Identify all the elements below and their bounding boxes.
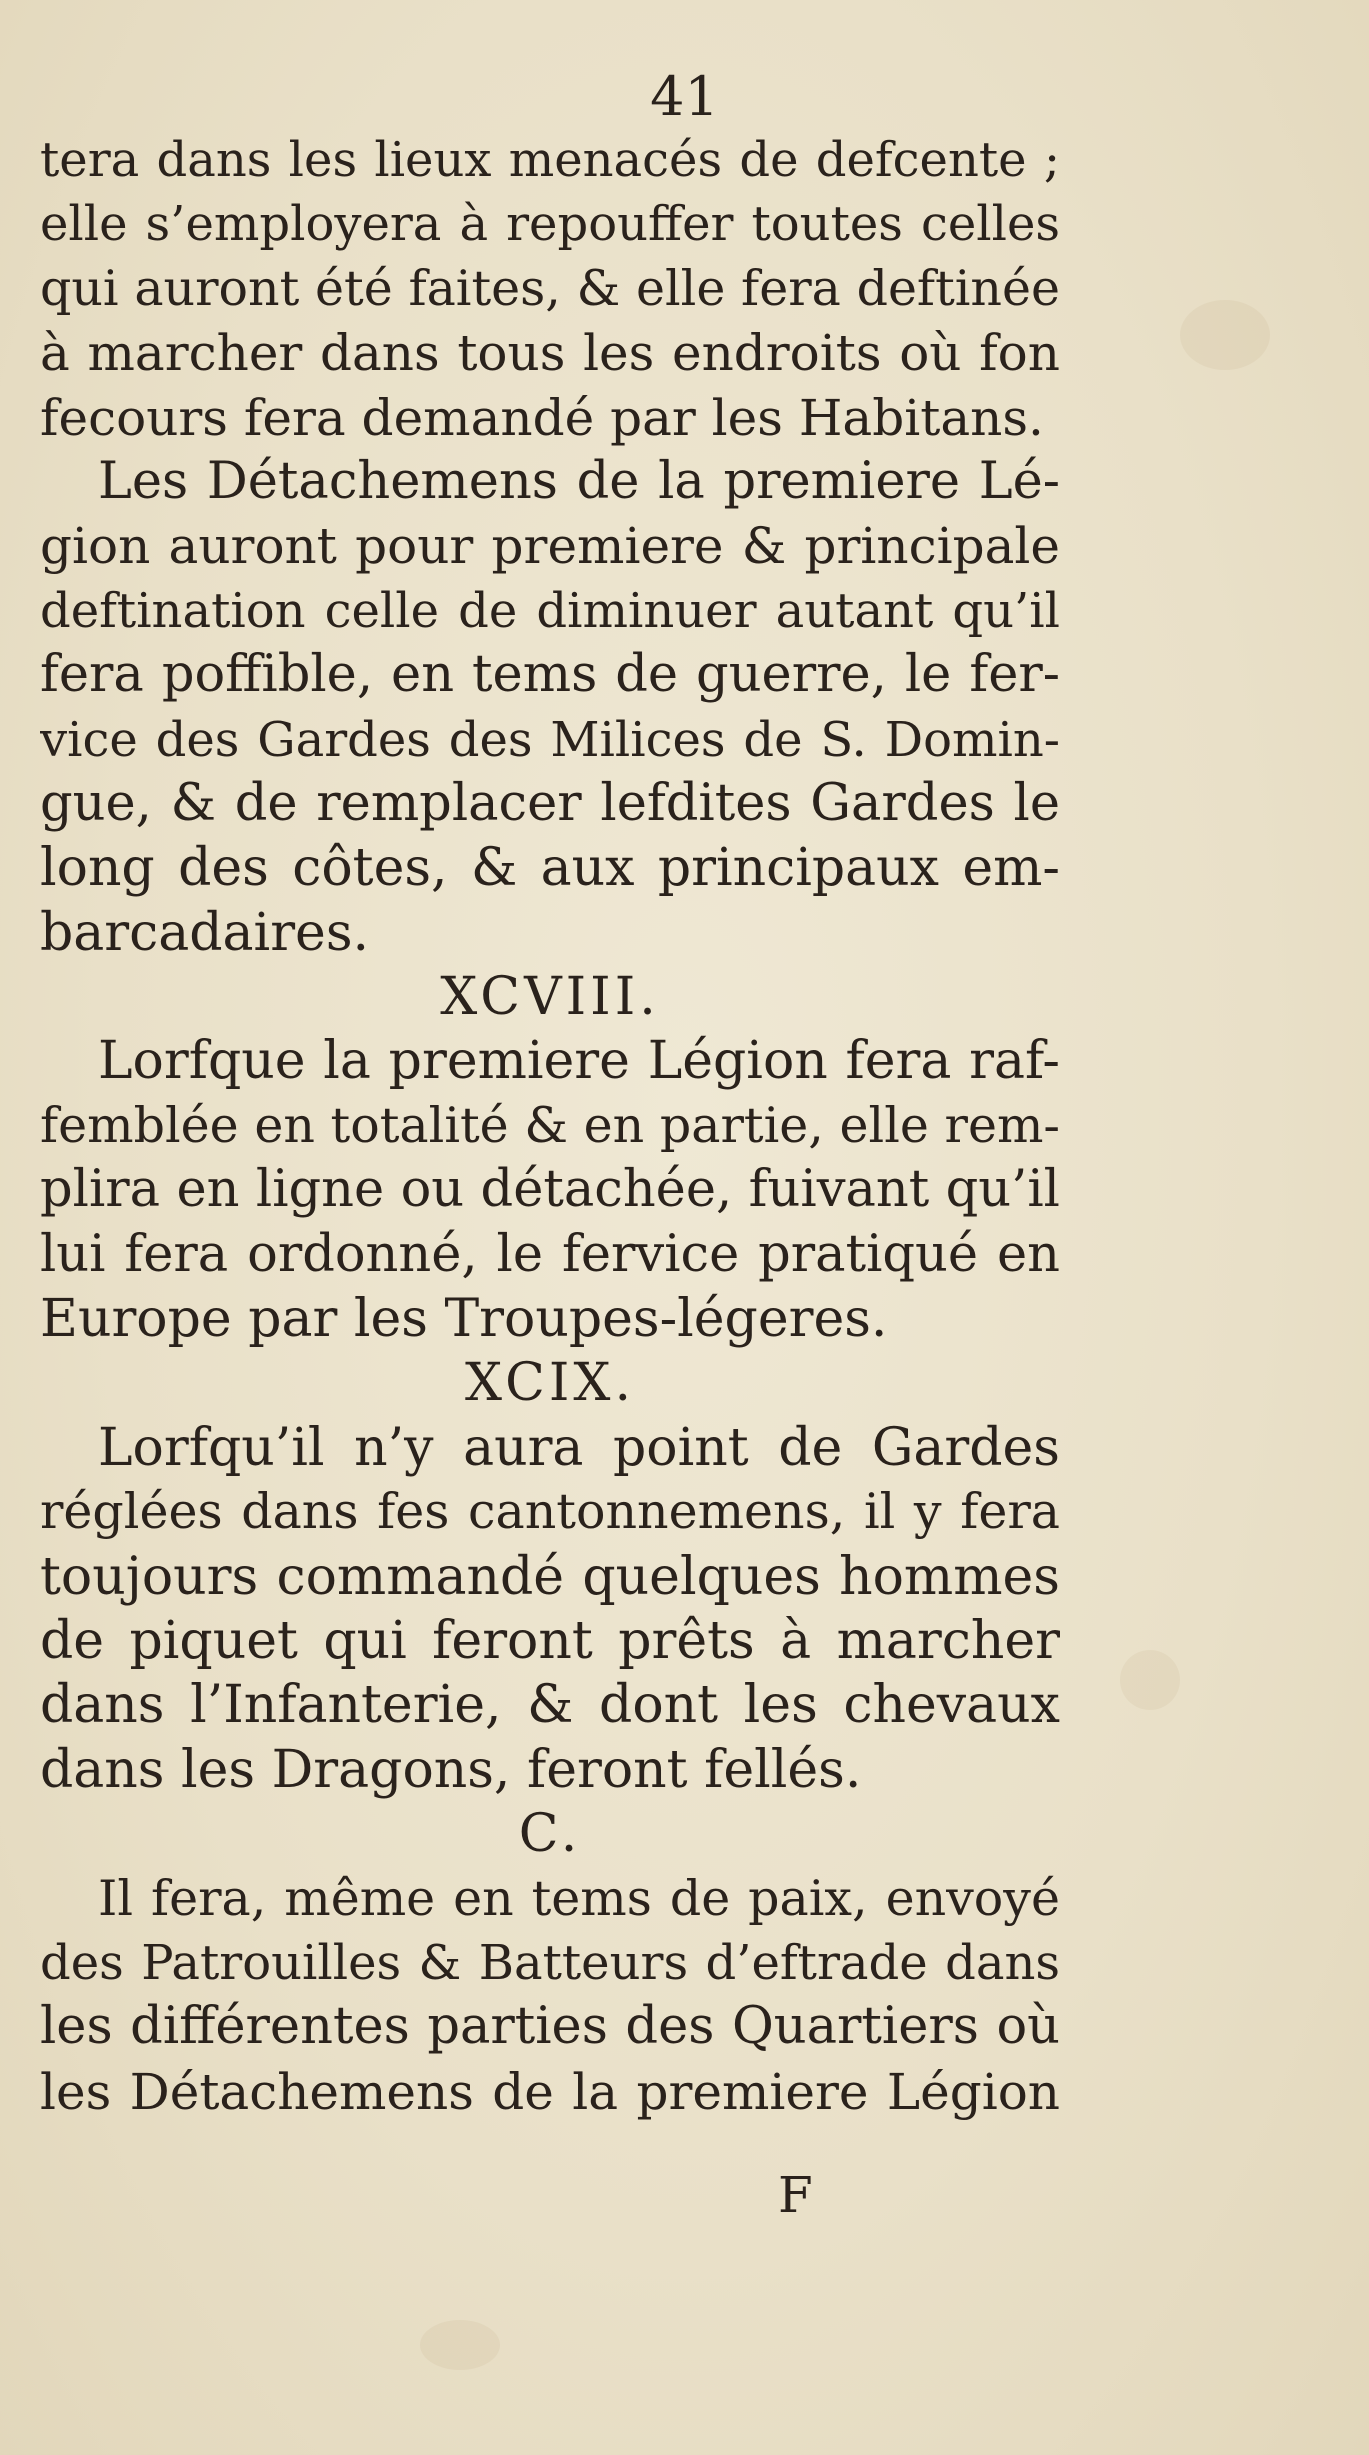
- text-line: Europe par les Troupes-légeres.: [40, 1289, 888, 1350]
- text-line: deftination celle de diminuer autant qu’il: [40, 582, 1060, 639]
- text-line: réglées dans fes cantonnemens, il y fera: [40, 1483, 1060, 1541]
- text-line: long des côtes, & aux principaux em-: [40, 838, 1060, 899]
- text-line: qui auront été faites, & elle fera deftinée: [40, 259, 1060, 317]
- body-text: [40, 128, 1060, 2124]
- text-line: barcadaires.: [40, 902, 370, 963]
- text-line: dans les Dragons, feront fellés.: [40, 1739, 862, 1800]
- article-heading: XCIX.: [465, 1353, 635, 1414]
- text-line: de piquet qui feront prêts à marcher: [40, 1610, 1060, 1671]
- text-line: Lorfqu’il n’y aura point de Gardes: [98, 1417, 1060, 1478]
- paper-stain: [1120, 1650, 1180, 1710]
- text-line: Les Détachemens de la premiere Lé-: [98, 451, 1060, 511]
- text-line: lui fera ordonné, le fervice pratiqué en: [40, 1224, 1060, 1284]
- text-line: vice des Gardes des Milices de S. Domin-: [40, 711, 1060, 768]
- article-heading: XCVIII.: [440, 967, 660, 1028]
- text-line: Lorfque la premiere Légion fera raf-: [98, 1031, 1060, 1092]
- paper-stain: [420, 2320, 500, 2370]
- page-number: 41: [650, 65, 719, 128]
- paper-stain: [1180, 300, 1270, 370]
- text-line: plira en ligne ou détachée, fuivant qu’il: [40, 1160, 1060, 1220]
- article-heading: C.: [518, 1804, 582, 1865]
- text-line: dans l’Infanterie, & dont les chevaux: [40, 1675, 1060, 1736]
- signature-mark: F: [778, 2166, 813, 2224]
- text-line: Il fera, même en tems de paix, envoyé: [98, 1869, 1060, 1927]
- text-line: toujours commandé quelques hommes: [40, 1546, 1060, 1607]
- text-line: gue, & de remplacer lefdites Gardes le: [40, 773, 1060, 833]
- text-line: les Détachemens de la premiere Légion: [40, 2062, 1060, 2121]
- text-line: les différentes parties des Quartiers où: [40, 1997, 1060, 2057]
- text-line: tera dans les lieux menacés de defcente ;: [40, 132, 1060, 188]
- text-line: fera poffible, en tems de guerre, le fer-: [40, 645, 1060, 705]
- text-line: elle s’employera à repouffer toutes celles: [40, 196, 1060, 253]
- text-line: gion auront pour premiere & principale: [40, 517, 1060, 576]
- text-line: à marcher dans tous les endroits où fon: [40, 324, 1060, 383]
- text-line: des Patrouilles & Batteurs d’eftrade dans: [40, 1934, 1060, 1991]
- text-line: femblée en totalité & en partie, elle rem-: [40, 1096, 1060, 1154]
- text-line: fecours fera demandé par les Habitans.: [40, 388, 1044, 447]
